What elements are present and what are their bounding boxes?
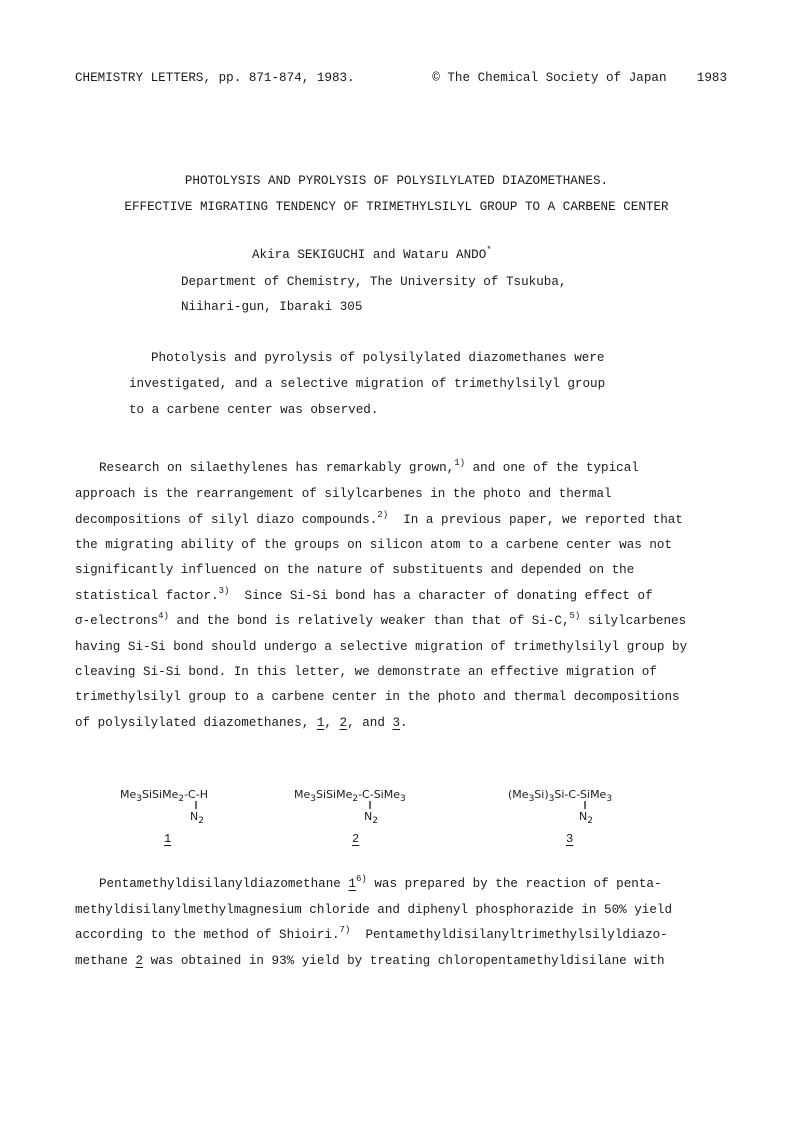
- abstract-line-2: investigated, and a selective migration of trimethylsilyl group: [129, 377, 606, 391]
- body-line: approach is the rearrangement of silylcarbenes in the photo and thermal: [75, 487, 612, 501]
- compound-ref-1: 1: [348, 877, 356, 891]
- header-year: 1983: [696, 71, 727, 85]
- structure-number-2: 2: [352, 832, 360, 846]
- ref-mark: 6): [355, 874, 367, 884]
- affiliation-line-1: Department of Chemistry, The University of Tsukuba,: [181, 275, 567, 289]
- body-line: trimethylsilyl group to a carbene center in the photo and thermal decompositions: [75, 690, 680, 704]
- abstract-line-1: Photolysis and pyrolysis of polysilylated diazomethanes were: [151, 351, 605, 365]
- ref-mark: 1): [454, 458, 466, 468]
- compound-ref-1: 1: [316, 716, 325, 730]
- body-line: according to the method of Shioiri.$^{7)}$ Pentamethyldisilanyltrimethylsilyldiazo-: [75, 925, 668, 942]
- body-line: methyldisilanylmethylmagnesium chloride and diphenyl phosphorazide in 50% yield: [75, 903, 673, 917]
- title-line-1: PHOTOLYSIS AND PYROLYSIS OF POLYSILYLATED DIAZOMETHANES.: [184, 174, 609, 188]
- title-line-2: EFFECTIVE MIGRATING TENDENCY OF TRIMETHYLSILYL GROUP TO A CARBENE CENTER: [124, 200, 669, 214]
- journal-citation: CHEMISTRY LETTERS, pp. 871-874, 1983.: [75, 71, 355, 85]
- ref-mark: 2): [377, 510, 389, 520]
- body-line: Research on silaethylenes has remarkably grown,$^{1)}$ and one of the typical: [99, 458, 639, 475]
- body-line: the migrating ability of the groups on silicon atom to a carbene center was not: [75, 538, 673, 552]
- body-line: statistical factor.$^{3)}$ Since Si-Si bond has a character of donating effect of: [75, 586, 653, 603]
- compound-ref-2: 2: [339, 716, 348, 730]
- compound-ref-3: 3: [392, 716, 401, 730]
- structure-formula-2: $Me_3SiSiMe_2-C-SiMe_3$: [294, 788, 406, 804]
- structure-number-1: 1: [164, 832, 172, 846]
- ref-mark: 5): [569, 611, 581, 621]
- compound-ref-2: 2: [135, 954, 144, 968]
- structure-formula-3: $(Me_3Si)_3Si-C-SiMe_3$: [508, 788, 613, 804]
- diazo-group: $N_2$: [364, 810, 378, 826]
- body-line: having Si-Si bond should undergo a selective migration of trimethylsilyl group by: [75, 640, 688, 654]
- running-header: [75, 71, 727, 85]
- diazo-group: $N_2$: [190, 810, 204, 826]
- body-line: cleaving Si-Si bond. In this letter, we demonstrate an effective migration of: [75, 665, 657, 679]
- affiliation-line-2: Niihari-gun, Ibaraki 305: [181, 300, 363, 314]
- diazo-group: $N_2$: [579, 810, 593, 826]
- author-names: Akira SEKIGUCHI and Wataru ANDO*: [252, 245, 492, 262]
- ref-mark: 4): [158, 611, 169, 621]
- double-bond-mark: ‖: [583, 800, 587, 809]
- body-line: σ-electrons$^{4)}$ and the bond is relatively weaker than that of Si-C,$^{5)}$ silylcarbenes: [75, 611, 687, 628]
- body-line: Pentamethyldisilanyldiazomethane 1$^{6)}$ was prepared by the reaction of penta-: [99, 874, 662, 891]
- ref-mark: 7): [339, 925, 351, 935]
- structure-number-3: 3: [566, 832, 574, 846]
- body-line: significantly influenced on the nature of substituents and depended on the: [75, 563, 635, 577]
- body-line: decompositions of silyl diazo compounds.$^{2)}$ In a previous paper, we reported that: [75, 510, 683, 527]
- body-line: of polysilylated diazomethanes, 1, 2, and 3.: [75, 716, 408, 730]
- structure-formula-1: $Me_3SiSiMe_2-C-H$: [120, 788, 208, 804]
- copyright-notice: © The Chemical Society of Japan 1983: [432, 71, 727, 85]
- double-bond-mark: ‖: [368, 800, 372, 809]
- ref-mark: 3): [218, 586, 230, 596]
- abstract-line-3: to a carbene center was observed.: [129, 403, 379, 417]
- corresponding-mark: *: [486, 245, 492, 255]
- double-bond-mark: ‖: [194, 800, 198, 809]
- body-line: methane 2 was obtained in 93% yield by treating chloropentamethyldisilane with: [75, 954, 665, 968]
